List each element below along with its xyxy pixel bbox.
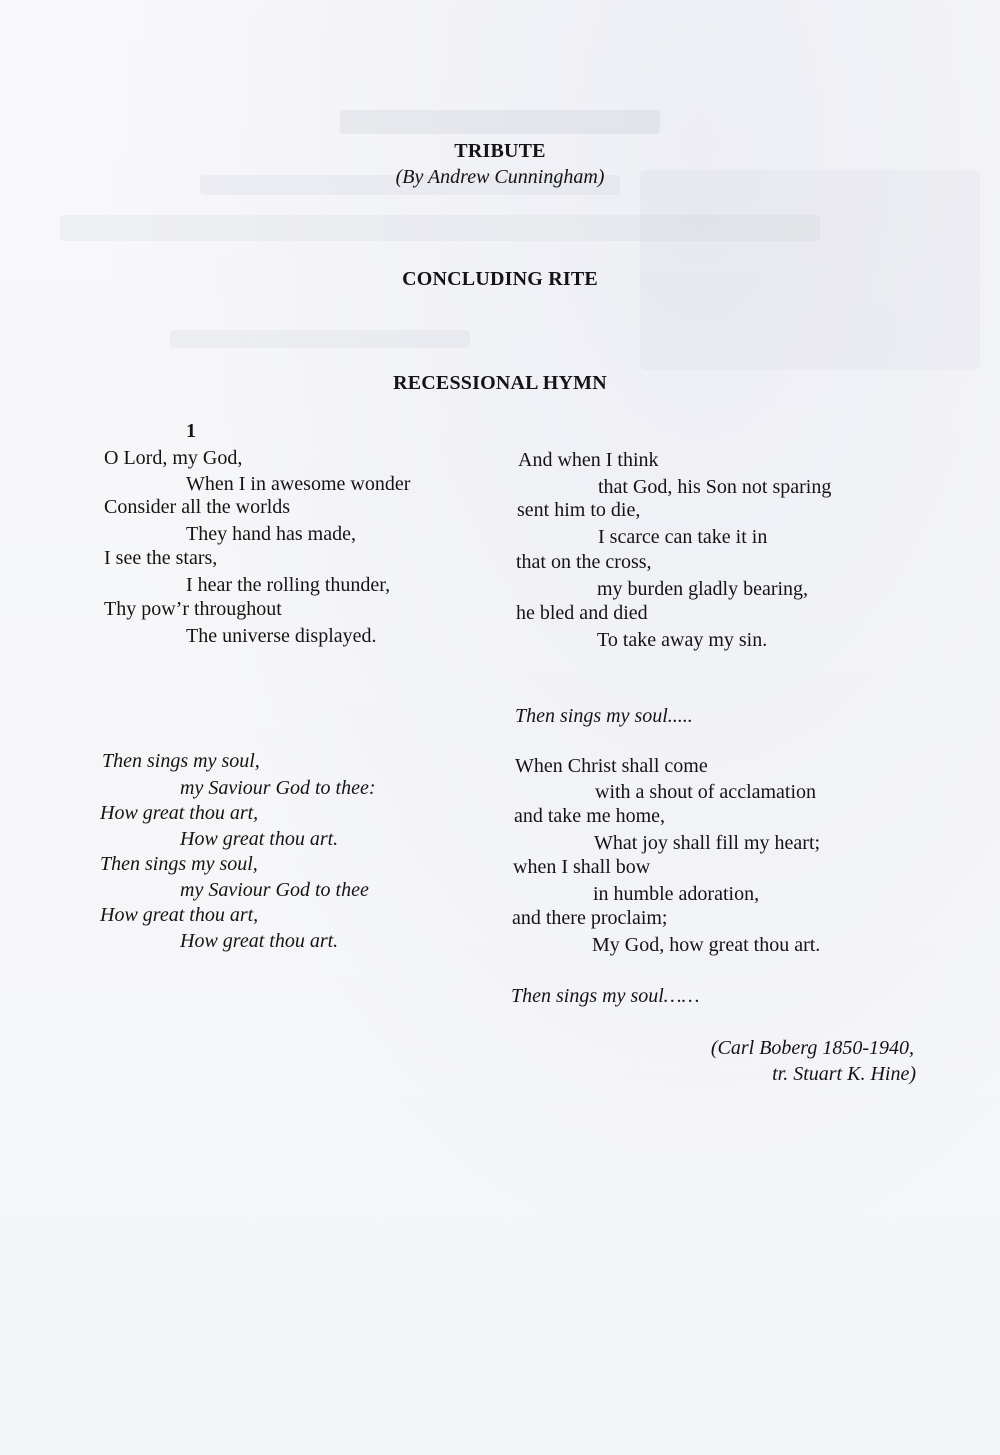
verse-line: sent him to die,	[517, 499, 641, 521]
chorus-line: Then sings my soul,	[102, 750, 260, 772]
show-through-shadow	[340, 110, 660, 134]
chorus-line: my Saviour God to thee:	[180, 777, 376, 799]
chorus-line: How great thou art.	[180, 930, 339, 952]
verse-line: Consider all the worlds	[104, 496, 291, 518]
verse-line: I see the stars,	[104, 547, 218, 569]
verse-line: When Christ shall come	[515, 755, 708, 777]
verse-number: 1	[186, 420, 196, 442]
verse-line: What joy shall fill my heart;	[594, 832, 821, 854]
chorus-line: How great thou art.	[180, 828, 339, 850]
verse-line: The universe displayed.	[186, 625, 377, 647]
show-through-shadow	[60, 215, 820, 241]
verse-line: Thy pow’r throughout	[104, 598, 282, 620]
verse-line: I hear the rolling thunder,	[186, 574, 391, 596]
verse-line: To take away my sin.	[597, 629, 768, 651]
refrain-cue: Then sings my soul.....	[515, 705, 693, 727]
verse-line: that on the cross,	[516, 551, 652, 573]
verse-line: and take me home,	[514, 805, 666, 827]
verse-line: And when I think	[518, 449, 659, 471]
verse-line: When I in awesome wonder	[186, 473, 411, 495]
verse-line: he bled and died	[516, 602, 648, 624]
show-through-shadow	[170, 330, 470, 348]
verse-line: in humble adoration,	[593, 883, 760, 905]
chorus-line: How great thou art,	[100, 904, 259, 926]
refrain-cue: Then sings my soul……	[511, 985, 700, 1007]
verse-line: with a shout of acclamation	[595, 781, 817, 803]
verse-line: that God, his Son not sparing	[598, 476, 832, 498]
tribute-title: TRIBUTE	[454, 140, 546, 162]
verse-line: when I shall bow	[513, 856, 651, 878]
verse-line: my burden gladly bearing,	[597, 578, 809, 600]
verse-line: I scarce can take it in	[598, 526, 768, 548]
tribute-byline: (By Andrew Cunningham)	[395, 166, 605, 188]
recessional-hymn-title: RECESSIONAL HYMN	[393, 372, 607, 394]
chorus-line: my Saviour God to thee	[180, 879, 369, 901]
hymn-credit-translator: tr. Stuart K. Hine)	[772, 1063, 916, 1085]
verse-line: and there proclaim;	[512, 907, 668, 929]
verse-line: My God, how great thou art.	[592, 934, 821, 956]
verse-line: They hand has made,	[186, 523, 356, 545]
chorus-line: Then sings my soul,	[100, 853, 258, 875]
concluding-rite-heading: CONCLUDING RITE	[402, 268, 598, 290]
chorus-line: How great thou art,	[100, 802, 259, 824]
hymn-credit-author: (Carl Boberg 1850-1940,	[710, 1037, 914, 1059]
verse-line: O Lord, my God,	[104, 447, 243, 469]
